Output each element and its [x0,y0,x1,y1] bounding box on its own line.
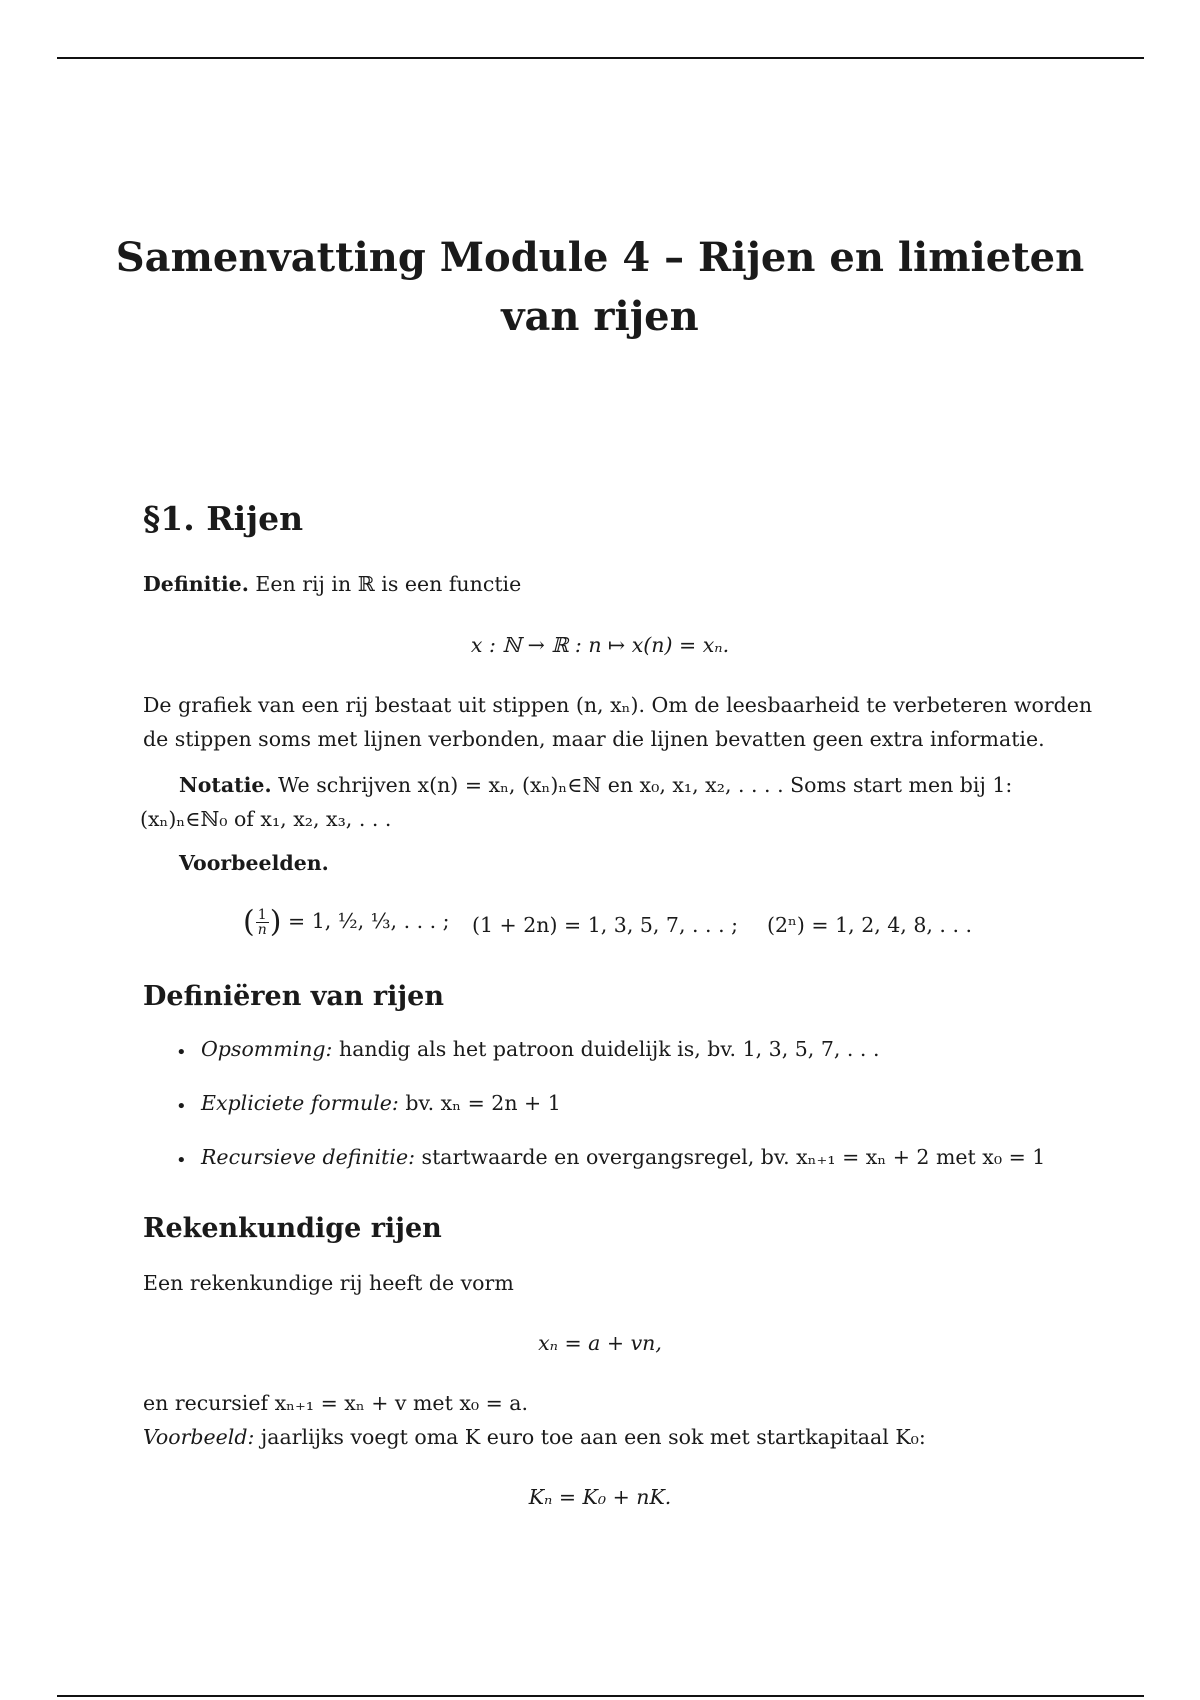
bullet-icon: • [176,1042,187,1063]
list-item-text: bv. xₙ = 2n + 1 [405,1091,561,1115]
notation-text: We schrijven x(n) = xₙ, (xₙ)ₙ∈ℕ en x₀, x₁, x₂, . . . . Soms start men bij 1: [278,773,1013,797]
list-item-text: handig als het patroon duidelijk is, bv. 1, 3, 5, 7, . . . [339,1037,880,1061]
example-formula: Kₙ = K₀ + nK. [528,1485,672,1509]
notation-label: Notatie. [179,773,272,797]
arithmetic-heading: Rekenkundige rijen [143,1213,442,1244]
page-title: Samenvatting Module 4 – Rijen en limieten van rijen [115,234,1085,340]
list-item-term: Opsomming: [201,1037,333,1061]
examples-label: Voorbeelden. [179,851,329,875]
example-label: Voorbeeld: [143,1425,255,1449]
graph-paragraph-line-1: De grafiek van een rij bestaat uit stippen (n, xₙ). Om de leesbaarheid te verbeteren worden [143,693,1093,717]
example-reciprocal: ( $\frac{1}{n}$ ) = 1, ½, ⅓, . . . ; [243,904,450,940]
definition-label: Definitie. [143,572,249,596]
definition-text: Een rij in ℝ is een functie [255,572,522,596]
example-reciprocal-rhs: = 1, ½, ⅓, . . . ; [288,909,450,933]
example-powers: (2ⁿ) = 1, 2, 4, 8, . . . [767,913,972,937]
fraction-one-over-n: $\frac{1}{n}$ [257,907,267,938]
example-text: jaarlijks voegt oma K euro toe aan een sok met startkapitaal K₀: [260,1425,926,1449]
arithmetic-example [143,1420,926,1454]
graph-paragraph-line-2: de stippen soms met lijnen verbonden, maar die lijnen bevatten geen extra informatie. [143,727,1045,751]
notation-line-1 [179,768,1012,802]
bottom-rule [57,1695,1144,1697]
defining-heading: Definiëren van rijen [143,981,444,1012]
example-odd: (1 + 2n) = 1, 3, 5, 7, . . . ; [472,913,739,937]
list-item [201,1140,1045,1174]
list-item [201,1032,879,1066]
section-heading: §1. Rijen [143,499,304,538]
list-item [201,1086,561,1120]
list-item-term: Recursieve definitie: [201,1145,416,1169]
list-item-text: startwaarde en overgangsregel, bv. xₙ₊₁ = xₙ + 2 met x₀ = 1 [421,1145,1046,1169]
definition-formula: x : ℕ → ℝ : n ↦ x(n) = xₙ. [470,633,730,657]
definition-paragraph [143,567,521,601]
bullet-icon: • [176,1096,187,1117]
notation-line-2: (xₙ)ₙ∈ℕ₀ of x₁, x₂, x₃, . . . [140,807,392,831]
arithmetic-formula: xₙ = a + vn, [538,1331,662,1355]
top-rule [57,57,1144,59]
list-item-term: Expliciete formule: [201,1091,399,1115]
arithmetic-recursive: en recursief xₙ₊₁ = xₙ + v met x₀ = a. [143,1391,529,1415]
arithmetic-intro: Een rekenkundige rij heeft de vorm [143,1271,514,1295]
bullet-icon: • [176,1150,187,1171]
